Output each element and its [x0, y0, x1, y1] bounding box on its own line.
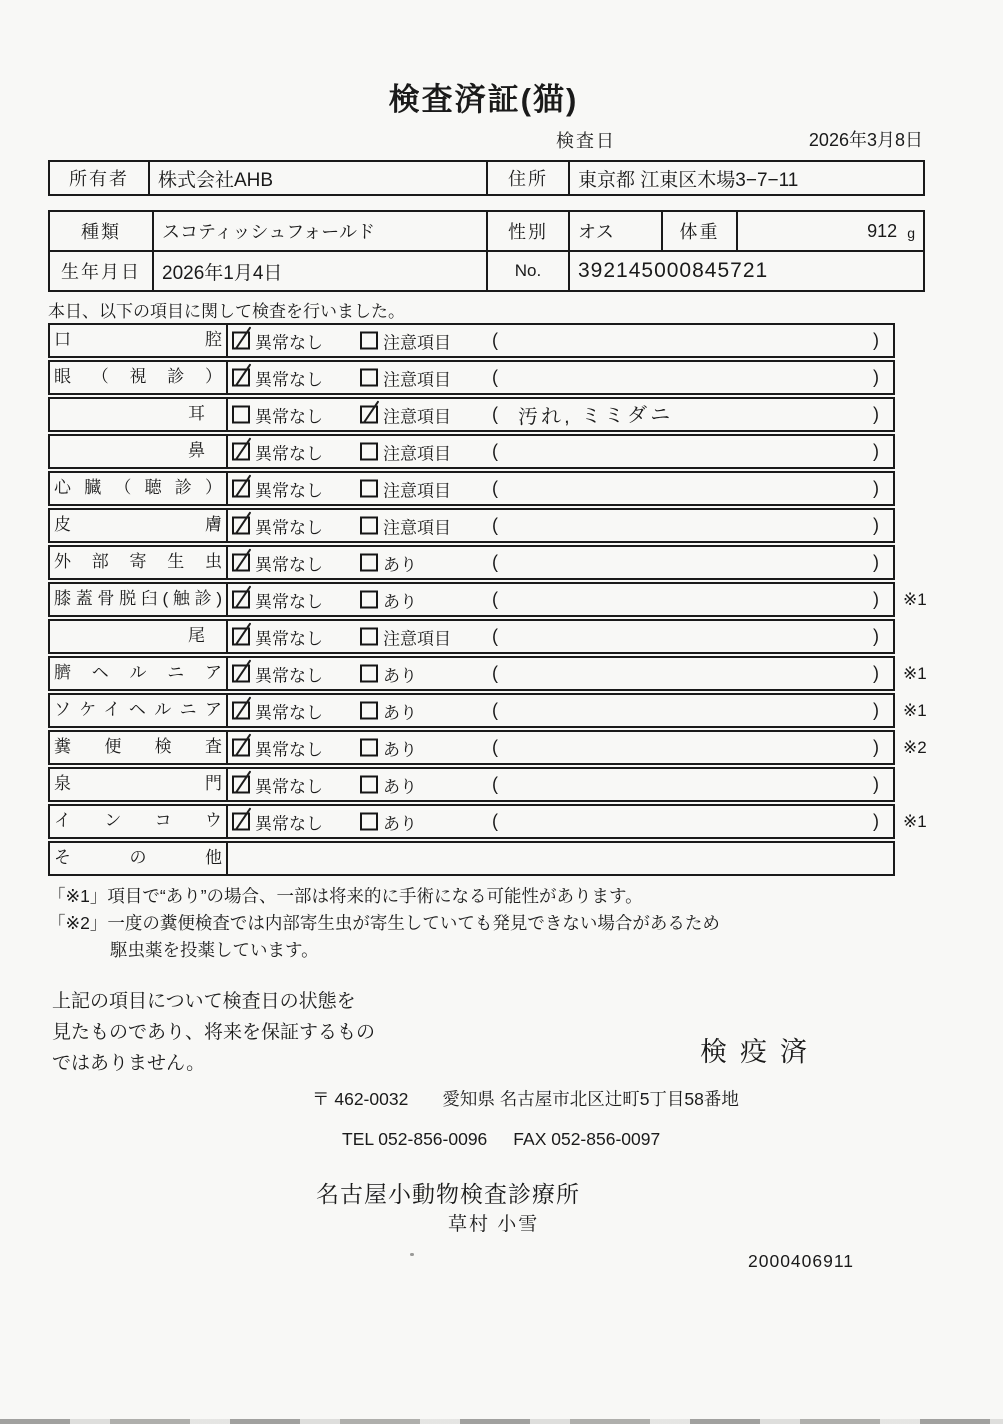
paren-close: ): [873, 440, 879, 461]
inspection-date-value: 2026年3月8日: [808, 130, 923, 150]
paren-close: ): [873, 625, 879, 646]
checklist-row: [48, 545, 895, 580]
clinic-postal-code: 〒 462-0032: [312, 1089, 409, 1109]
id-number-value: 392145000845721: [578, 259, 769, 282]
paren-open: (: [492, 477, 498, 498]
option-normal: [232, 624, 323, 649]
option-normal-label: 異常なし: [255, 740, 323, 759]
birthdate-label: 生年月日: [50, 252, 154, 290]
footnote-2: 「※2」一度の糞便検査では内部寄生虫が寄生していても発見できない場合があるため: [48, 913, 720, 933]
footnote-ref: ※1: [903, 663, 927, 683]
veterinarian-name: 草村 小雪: [448, 1214, 540, 1235]
checklist-row: [48, 360, 895, 395]
checklist-item-label: 泉門: [50, 769, 228, 800]
checklist-row: [48, 323, 895, 358]
checkmark-icon: [235, 585, 252, 609]
option-caution-label: 注意項目: [383, 518, 451, 537]
checkmark-icon: [235, 696, 252, 720]
disclaimer-line-3: ではありません。: [52, 1053, 206, 1074]
serial-number: 2000406911: [748, 1251, 855, 1271]
option-caution: [360, 809, 417, 834]
footnote-2-continued: 駆虫薬を投薬しています。: [110, 940, 319, 960]
sex-value: オス: [570, 212, 663, 250]
checkbox-icon[interactable]: [232, 406, 250, 424]
checklist-row-content: [228, 325, 893, 356]
owner-table: [48, 160, 925, 196]
address-label: 住所: [488, 162, 570, 194]
option-caution-label: あり: [383, 592, 417, 611]
paren-open: (: [492, 329, 498, 350]
checklist-item-label: 膝蓋骨脱臼(触診): [50, 584, 228, 615]
checkbox-icon[interactable]: [360, 369, 378, 387]
breed-label: 種類: [50, 212, 154, 250]
checklist-row: [48, 693, 927, 728]
option-normal-label: 異常なし: [255, 814, 323, 833]
checklist-item-label: 鼻: [50, 436, 228, 467]
checkmark-icon: [363, 400, 380, 424]
option-normal: [232, 809, 323, 834]
checkbox-icon[interactable]: [360, 591, 378, 609]
checkbox-icon[interactable]: [232, 443, 250, 461]
id-number-label: No.: [488, 252, 570, 290]
checklist-row-content: [228, 732, 927, 763]
footnote-ref: ※1: [903, 811, 927, 831]
paren-close: ): [873, 810, 879, 831]
footnotes: [48, 883, 720, 964]
checklist-row: [48, 619, 895, 654]
option-caution: [360, 476, 451, 501]
checkbox-icon[interactable]: [232, 665, 250, 683]
option-caution: [360, 624, 451, 649]
option-caution-label: あり: [383, 666, 417, 685]
option-normal: [232, 476, 323, 501]
footnote-ref: ※1: [903, 700, 927, 720]
option-caution: [360, 550, 417, 575]
weight-value: 912: [867, 220, 898, 241]
birthdate-value: 2026年1月4日: [154, 252, 488, 290]
checklist-row: [48, 767, 895, 802]
option-normal-label: 異常なし: [255, 370, 323, 389]
paren-open: (: [492, 440, 498, 461]
paren-open: (: [492, 551, 498, 572]
page-title: 検査済証(猫): [388, 82, 579, 117]
option-caution: [360, 439, 451, 464]
checkbox-icon[interactable]: [360, 480, 378, 498]
checklist-item-label: 外部寄生虫: [50, 547, 228, 578]
option-caution: [360, 698, 417, 723]
option-caution-label: 注意項目: [383, 370, 451, 389]
checklist-item-label: 口腔: [50, 325, 228, 356]
checklist-item-label: 臍ヘルニア: [50, 658, 228, 689]
checkbox-icon[interactable]: [232, 739, 250, 757]
paren-open: (: [492, 625, 498, 646]
paren-close: ): [873, 477, 879, 498]
option-caution: [360, 735, 417, 760]
checklist-row-content: [228, 436, 893, 467]
checklist-row: [48, 508, 895, 543]
footnote-ref: ※2: [903, 737, 927, 757]
paren-open: (: [492, 588, 498, 609]
clinic-address: 愛知県 名古屋市北区辻町5丁目58番地: [442, 1089, 739, 1109]
owner-value: 株式会社AHB: [150, 162, 488, 194]
clinic-tel-line: [342, 1129, 660, 1150]
checklist-row-content: [228, 399, 893, 430]
option-normal-label: 異常なし: [255, 555, 323, 574]
checkbox-icon[interactable]: [360, 406, 378, 424]
paren-open: (: [492, 366, 498, 387]
inspection-date-label: 検査日: [556, 131, 616, 151]
footnote-1: 「※1」項目で“あり”の場合、一部は将来的に手術になる可能性があります。: [48, 886, 643, 906]
checkbox-icon[interactable]: [360, 517, 378, 535]
checklist-table: [48, 323, 927, 878]
checkbox-icon[interactable]: [232, 554, 250, 572]
checklist-row-content: [228, 769, 893, 800]
option-normal: [232, 698, 323, 723]
clinic-fax: FAX 052-856-0097: [513, 1129, 661, 1149]
owner-label: 所有者: [50, 162, 150, 194]
paren-close: ): [873, 736, 879, 757]
scan-dot-artifact: [410, 1253, 414, 1256]
checkbox-icon[interactable]: [232, 628, 250, 646]
option-normal-label: 異常なし: [255, 629, 323, 648]
option-normal-label: 異常なし: [255, 333, 323, 352]
checkbox-icon[interactable]: [360, 554, 378, 572]
paren-open: (: [492, 662, 498, 683]
checklist-row: [48, 434, 895, 469]
clinic-tel: TEL 052-856-0096: [342, 1129, 488, 1149]
option-caution-label: 注意項目: [383, 629, 451, 648]
paren-close: ): [873, 551, 879, 572]
quarantine-stamp: 検疫済: [700, 1037, 820, 1067]
option-normal: [232, 772, 323, 797]
checkbox-icon[interactable]: [232, 702, 250, 720]
option-caution-label: あり: [383, 740, 417, 759]
owner-row: [50, 162, 923, 194]
option-caution: [360, 587, 417, 612]
paren-open: (: [492, 736, 498, 757]
weight-value-cell: [738, 212, 923, 250]
breed-row: [50, 212, 923, 250]
checkmark-icon: [235, 770, 252, 794]
option-caution-label: あり: [383, 777, 417, 796]
checklist-row: [48, 841, 895, 876]
checkbox-icon[interactable]: [360, 739, 378, 757]
option-caution: [360, 365, 451, 390]
option-caution: [360, 513, 451, 538]
checkbox-icon[interactable]: [360, 813, 378, 831]
checklist-item-label: 皮膚: [50, 510, 228, 541]
checklist-row-content: [228, 584, 927, 615]
checklist-row: [48, 471, 895, 506]
checklist-item-label: 糞便検査: [50, 732, 228, 763]
option-caution: [360, 661, 417, 686]
animal-table: [48, 210, 925, 292]
checkbox-icon[interactable]: [360, 332, 378, 350]
checklist-item-label: 眼（視診）: [50, 362, 228, 393]
option-normal-label: 異常なし: [255, 518, 323, 537]
option-normal-label: 異常なし: [255, 777, 323, 796]
clinic-postal-line: [312, 1086, 739, 1111]
option-normal: [232, 513, 323, 538]
checkmark-icon: [235, 511, 252, 535]
checkbox-icon[interactable]: [360, 628, 378, 646]
checklist-item-label: 尾: [50, 621, 228, 652]
checkmark-icon: [235, 733, 252, 757]
checklist-row-content: [228, 510, 893, 541]
option-normal-label: 異常なし: [255, 666, 323, 685]
option-normal: [232, 735, 323, 760]
checklist-row-content: [228, 621, 893, 652]
option-caution-label: あり: [383, 814, 417, 833]
paren-close: ): [873, 588, 879, 609]
option-normal: [232, 587, 323, 612]
checkmark-icon: [235, 548, 252, 572]
checklist-row-content: [228, 658, 927, 689]
clinic-name: 名古屋小動物検査診療所: [316, 1181, 580, 1207]
checkbox-icon[interactable]: [360, 665, 378, 683]
option-normal: [232, 439, 323, 464]
option-caution: [360, 402, 451, 427]
checkmark-icon: [235, 807, 252, 831]
checkbox-icon[interactable]: [232, 332, 250, 350]
checkbox-icon[interactable]: [232, 480, 250, 498]
footnote-ref: ※1: [903, 589, 927, 609]
option-caution-label: 注意項目: [383, 481, 451, 500]
checklist-row-content: [228, 362, 893, 393]
paren-close: ): [873, 662, 879, 683]
checklist-row: [48, 397, 895, 432]
scan-edge-artifact: [0, 1419, 1003, 1424]
option-caution: [360, 328, 451, 353]
checkbox-icon[interactable]: [232, 776, 250, 794]
option-normal-label: 異常なし: [255, 592, 323, 611]
weight-label: 体重: [663, 212, 738, 250]
checkmark-icon: [235, 363, 252, 387]
paren-close: ): [873, 699, 879, 720]
option-normal: [232, 402, 323, 427]
option-caution-label: あり: [383, 703, 417, 722]
option-caution: [360, 772, 417, 797]
checkbox-icon[interactable]: [232, 369, 250, 387]
weight-unit: g: [907, 225, 915, 241]
paren-close: ): [873, 514, 879, 535]
paren-close: ): [873, 329, 879, 350]
paren-open: (: [492, 403, 498, 424]
paren-open: (: [492, 810, 498, 831]
checklist-intro: 本日、以下の項目に関して検査を行いました。: [48, 302, 405, 321]
paren-close: ): [873, 773, 879, 794]
option-caution-label: あり: [383, 555, 417, 574]
paren-close: ): [873, 366, 879, 387]
paren-open: (: [492, 699, 498, 720]
option-caution-label: 注意項目: [383, 407, 451, 426]
checkbox-icon[interactable]: [360, 776, 378, 794]
checkmark-icon: [235, 622, 252, 646]
option-normal-label: 異常なし: [255, 481, 323, 500]
option-normal: [232, 661, 323, 686]
checkbox-icon[interactable]: [232, 591, 250, 609]
checklist-item-label: その他: [50, 843, 228, 874]
paren-close: ): [873, 403, 879, 424]
disclaimer-line-1: 上記の項目について検査日の状態を: [52, 991, 356, 1012]
option-normal-label: 異常なし: [255, 407, 323, 426]
checklist-row: [48, 582, 927, 617]
checkbox-icon[interactable]: [360, 702, 378, 720]
checklist-row: [48, 656, 927, 691]
checklist-row: [48, 730, 927, 765]
option-normal-label: 異常なし: [255, 703, 323, 722]
checklist-row-content: [228, 547, 893, 578]
checklist-row-content: [228, 843, 893, 874]
option-caution-label: 注意項目: [383, 333, 451, 352]
checkbox-icon[interactable]: [360, 443, 378, 461]
checklist-item-label: インコウ: [50, 806, 228, 837]
option-normal: [232, 328, 323, 353]
checklist-row-content: [228, 695, 927, 726]
disclaimer: [52, 986, 375, 1079]
checkbox-icon[interactable]: [232, 517, 250, 535]
option-caution-label: 注意項目: [383, 444, 451, 463]
checklist-row: [48, 804, 927, 839]
birth-row: [50, 250, 923, 290]
checklist-item-label: 耳: [50, 399, 228, 430]
address-value: 東京都 江東区木場3−7−11: [578, 169, 799, 191]
paren-open: (: [492, 773, 498, 794]
option-normal-label: 異常なし: [255, 444, 323, 463]
checkmark-icon: [235, 437, 252, 461]
option-normal: [232, 365, 323, 390]
checkbox-icon[interactable]: [232, 813, 250, 831]
sex-label: 性別: [488, 212, 570, 250]
option-normal: [232, 550, 323, 575]
checkmark-icon: [235, 659, 252, 683]
paren-open: (: [492, 514, 498, 535]
handwritten-note: 汚れ, ミミダニ: [517, 403, 674, 429]
disclaimer-line-2: 見たものであり、将来を保証するもの: [52, 1022, 376, 1043]
checklist-item-label: 心臓（聴診）: [50, 473, 228, 504]
breed-value: スコティッシュフォールド: [154, 212, 488, 250]
checklist-row-content: [228, 806, 927, 837]
checklist-row-content: [228, 473, 893, 504]
checklist-item-label: ソケイヘルニア: [50, 695, 228, 726]
checkmark-icon: [235, 474, 252, 498]
checkmark-icon: [235, 326, 252, 350]
